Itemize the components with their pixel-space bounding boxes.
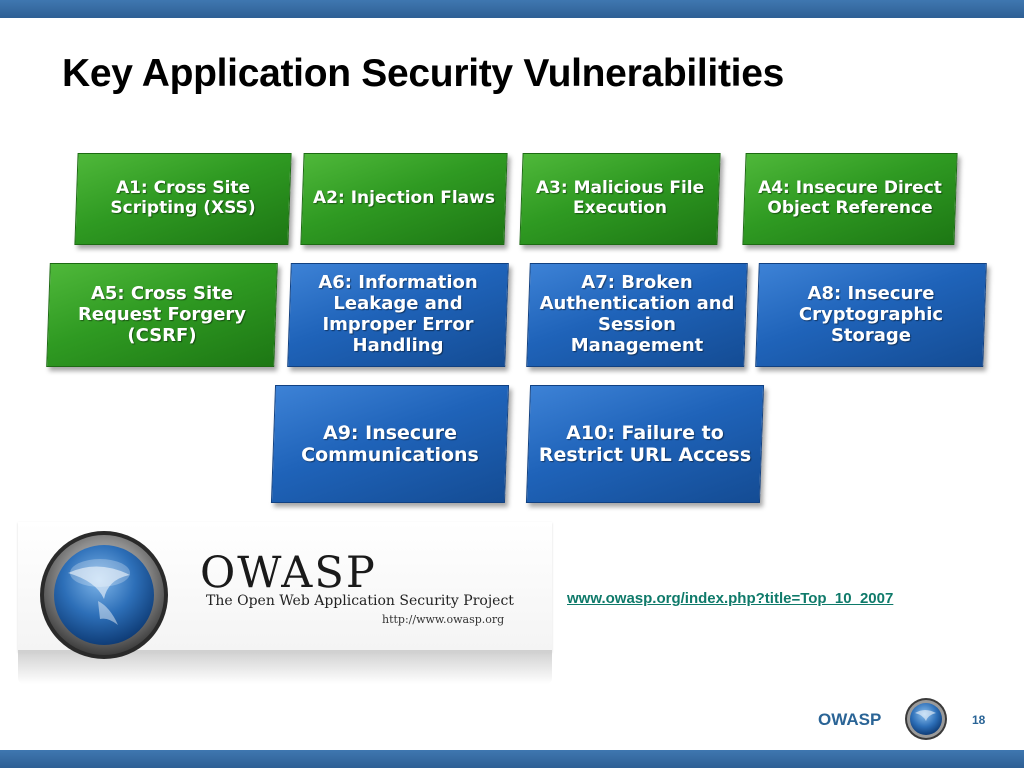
owasp-logo-url: http://www.owasp.org [382, 613, 505, 626]
owasp-tagline: The Open Web Application Security Project [206, 593, 514, 609]
page-number: 18 [972, 713, 986, 727]
vuln-tile-a5 [46, 263, 278, 367]
vuln-tile-a2 [300, 153, 507, 245]
vuln-tile-a8 [755, 263, 987, 367]
vuln-tile-label: A6: Information Leakage and Improper Error Handling [318, 272, 478, 356]
vuln-tile-a7 [526, 263, 748, 367]
vuln-tile-a3 [519, 153, 720, 245]
footer-brand: OWASP [818, 710, 882, 729]
top-10-2007-link[interactable]: www.owasp.org/index.php?title=Top_10_2007 [567, 590, 894, 607]
vuln-tile-label: A3: Malicious File Execution [535, 178, 705, 218]
vuln-tile-label: A5: Cross Site Request Forgery (CSRF) [77, 282, 247, 346]
vuln-tile-a1 [74, 153, 291, 245]
vuln-tile-label: A4: Insecure Direct Object Reference [758, 178, 942, 218]
vuln-tile-label: A10: Failure to Restrict URL Access [538, 421, 752, 466]
vuln-tile-a9 [271, 385, 509, 503]
owasp-globe-icon [904, 697, 948, 741]
vuln-tile-label: A2: Injection Flaws [313, 188, 495, 209]
vuln-tile-a4 [742, 153, 957, 245]
vuln-tile-label: A8: Insecure Cryptographic Storage [798, 282, 944, 346]
bottom-frame-bar [0, 750, 1024, 768]
owasp-wordmark: OWASP [200, 548, 377, 598]
vuln-tile-label: A9: Insecure Communications [301, 421, 479, 466]
top-frame-bar [0, 0, 1024, 18]
vuln-tile-label: A7: Broken Authentication and Session Management [539, 272, 735, 356]
vuln-tile-a6 [287, 263, 509, 367]
owasp-wasp-globe-icon [38, 529, 170, 661]
vuln-tile-label: A1: Cross Site Scripting (XSS) [110, 178, 256, 218]
slide-title: Key Application Security Vulnerabilities [62, 52, 784, 95]
vuln-tile-a10 [526, 385, 764, 503]
